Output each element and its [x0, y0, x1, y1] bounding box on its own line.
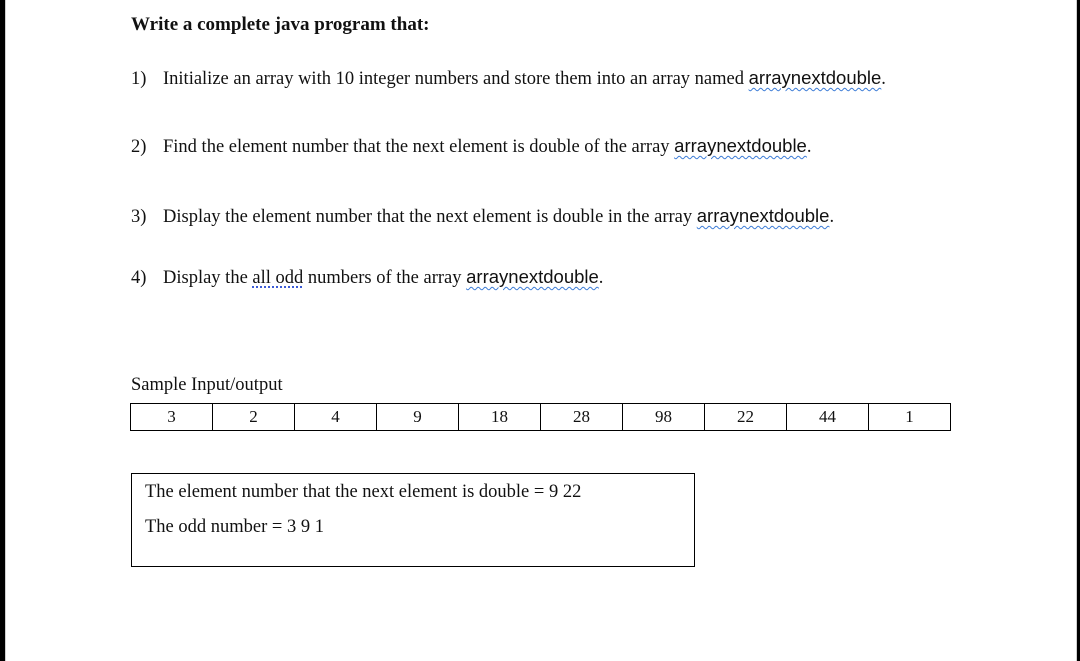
- item-tail: .: [829, 207, 835, 227]
- array-cell: 28: [541, 404, 623, 431]
- array-name: arraynextdouble: [674, 135, 807, 156]
- array-cell: 98: [623, 404, 705, 431]
- table-row: [131, 404, 951, 431]
- item-text: Find the element number that the next element is double of the array: [163, 137, 675, 157]
- array-cell: 22: [705, 404, 787, 431]
- item-number: 1): [131, 69, 147, 89]
- item-1: [131, 67, 886, 90]
- document-page: [5, 0, 1077, 661]
- item-tail: .: [598, 268, 604, 288]
- array-name: arraynextdouble: [466, 266, 599, 287]
- item-text: Initialize an array with 10 integer numbers and store them into an array named: [163, 69, 749, 89]
- item-2: [131, 135, 811, 158]
- sample-array-table: [130, 403, 951, 431]
- array-cell: 1: [869, 404, 951, 431]
- array-cell: 2: [213, 404, 295, 431]
- item-text-after: numbers of the array: [303, 268, 467, 288]
- item-3: [131, 205, 834, 228]
- item-number: 2): [131, 137, 147, 157]
- heading: Write a complete java program that:: [131, 14, 430, 35]
- array-cell: 4: [295, 404, 377, 431]
- output-line-odd: The odd number = 3 9 1: [145, 517, 324, 537]
- item-number: 3): [131, 207, 147, 227]
- array-cell: 18: [459, 404, 541, 431]
- item-text: Display the element number that the next element is double in the array: [163, 207, 697, 227]
- item-number: 4): [131, 268, 147, 288]
- item-4: [131, 266, 603, 289]
- array-cell: 3: [131, 404, 213, 431]
- item-tail: .: [881, 69, 886, 89]
- sample-label: Sample Input/output: [131, 375, 283, 395]
- flagged-phrase: all odd: [252, 268, 304, 288]
- array-cell: 9: [377, 404, 459, 431]
- output-box: [131, 473, 695, 567]
- array-cell: 44: [787, 404, 869, 431]
- item-text: Display the: [163, 268, 253, 288]
- output-line-double: The element number that the next element is double = 9 22: [145, 482, 582, 502]
- item-tail: .: [806, 137, 812, 157]
- array-name: arraynextdouble: [696, 205, 830, 226]
- array-name: arraynextdouble: [748, 67, 882, 88]
